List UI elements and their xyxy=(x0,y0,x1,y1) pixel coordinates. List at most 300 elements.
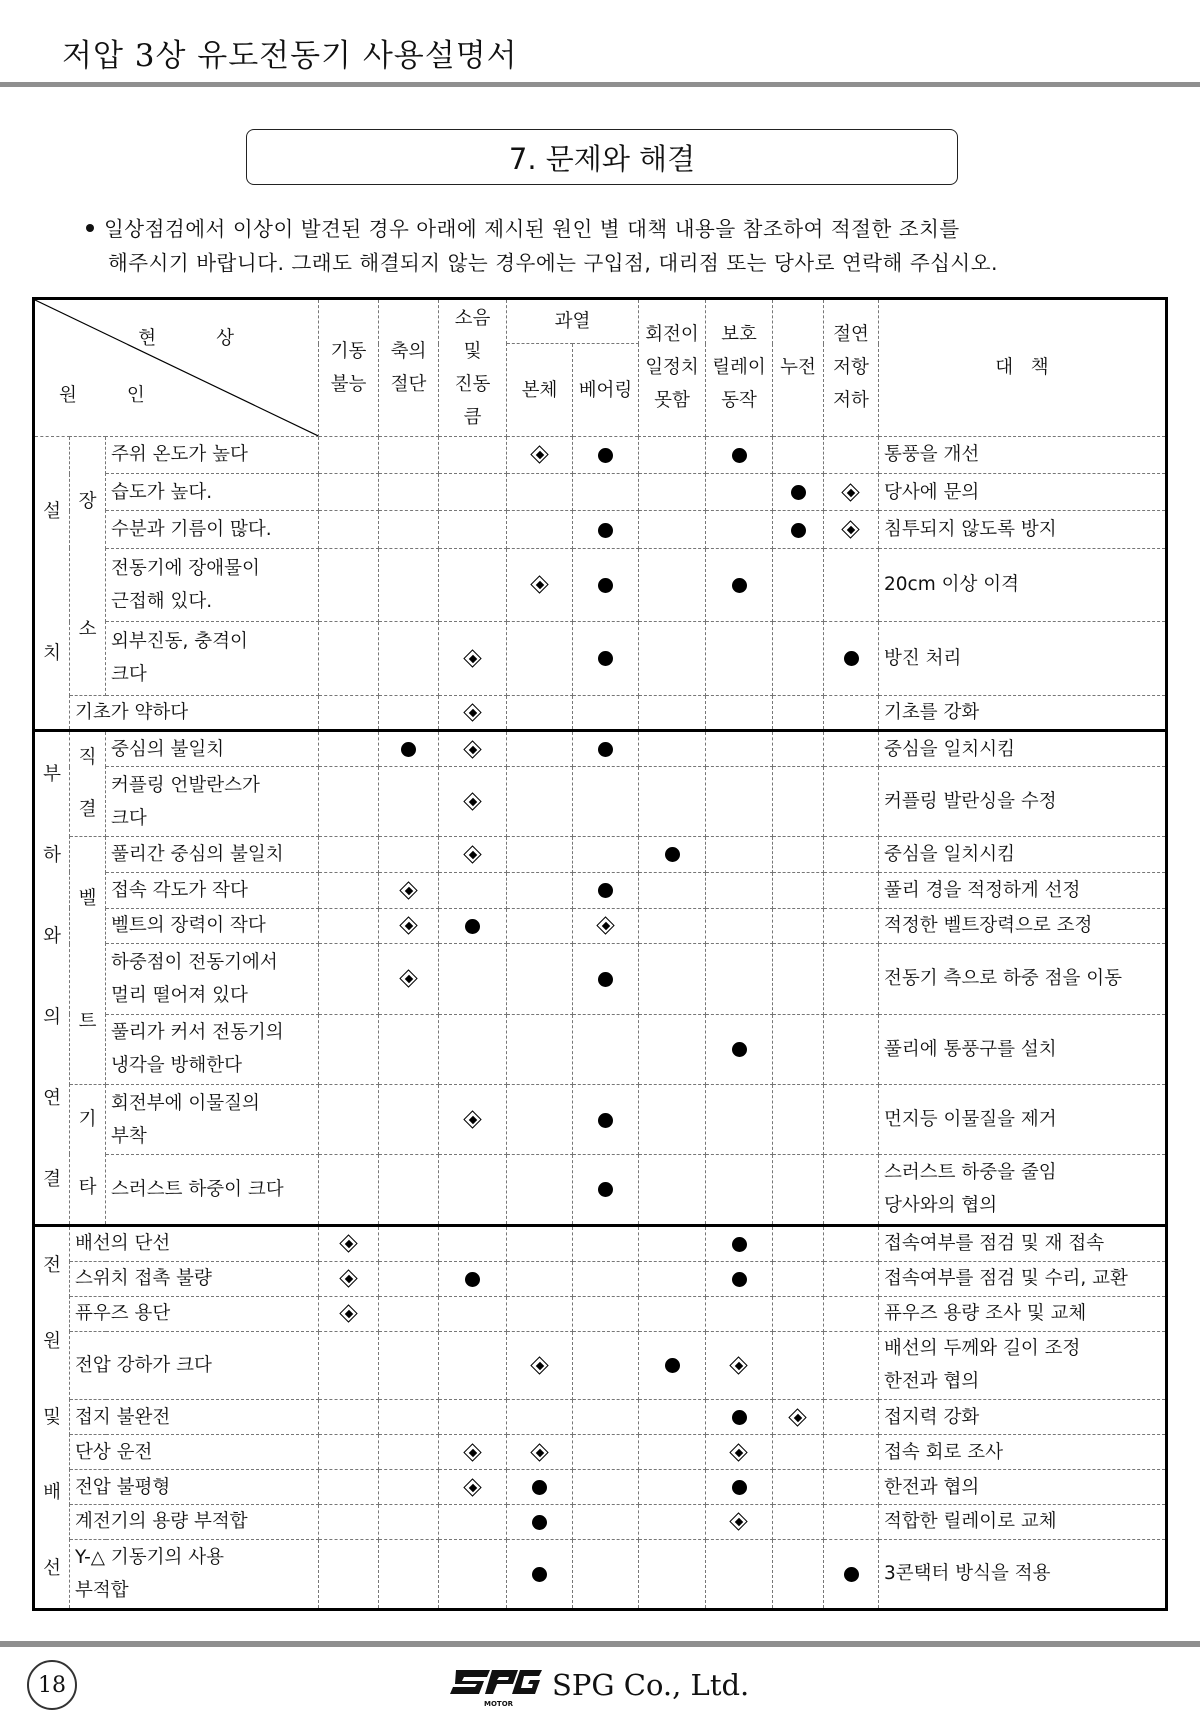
mark-cell xyxy=(507,1225,573,1261)
corner-phenomenon: 현상 xyxy=(138,328,294,349)
mark-cell xyxy=(439,1085,507,1155)
mark-cell xyxy=(773,1331,824,1400)
mark-cell xyxy=(379,511,439,548)
table-row xyxy=(34,1470,1167,1505)
mark-cell xyxy=(319,1539,379,1609)
cause-cell: 수분과 기름이 많다. xyxy=(106,511,319,548)
circle-mark-icon xyxy=(844,651,859,666)
mark-cell xyxy=(507,908,573,944)
circle-mark-icon xyxy=(732,1237,747,1252)
mark-cell xyxy=(439,767,507,837)
table-row xyxy=(34,695,1167,730)
group-power: 전 원 및 배 선 xyxy=(34,1225,70,1609)
measure-cell: 방진 처리 xyxy=(879,622,1167,696)
measure-cell: 침투되지 않도록 방지 xyxy=(879,511,1167,548)
circle-mark-icon xyxy=(598,972,613,987)
mark-cell xyxy=(639,1504,706,1539)
mark-cell xyxy=(639,474,706,511)
mark-cell xyxy=(379,872,439,908)
intro-text xyxy=(86,212,1116,280)
diamond-mark-icon xyxy=(341,1236,357,1252)
mark-cell xyxy=(573,1154,639,1225)
mark-cell xyxy=(439,548,507,622)
troubleshooting-table xyxy=(32,297,1168,1611)
mark-cell xyxy=(439,1154,507,1225)
mark-cell xyxy=(824,837,879,873)
mark-cell xyxy=(824,436,879,473)
group-etc: 기 타 xyxy=(70,1085,106,1226)
mark-cell xyxy=(706,730,773,766)
mark-cell xyxy=(706,1539,773,1609)
measure-cell: 기초를 강화 xyxy=(879,695,1167,730)
header-rule xyxy=(0,82,1200,87)
mark-cell xyxy=(824,730,879,766)
mark-cell xyxy=(573,1400,639,1435)
mark-cell xyxy=(319,1261,379,1296)
cause-cell: 전압 강하가 크다 xyxy=(70,1331,319,1400)
page-number: 18 xyxy=(27,1660,77,1710)
mark-cell xyxy=(379,1435,439,1470)
measure-cell: 중심을 일치시킴 xyxy=(879,837,1167,873)
col-header-noise: 소음 및 진동 큼 xyxy=(439,299,507,437)
company-name: SPG Co., Ltd. xyxy=(552,1668,750,1702)
col-header-rotation: 회전이 일정치 못함 xyxy=(639,299,706,437)
table-row xyxy=(34,1225,1167,1261)
mark-cell xyxy=(573,1504,639,1539)
mark-cell xyxy=(439,944,507,1014)
mark-cell xyxy=(573,767,639,837)
cause-cell: 외부진동, 충격이 크다 xyxy=(106,622,319,696)
measure-cell: 스러스트 하중을 줄임 당사와의 협의 xyxy=(879,1154,1167,1225)
mark-cell xyxy=(639,1331,706,1400)
mark-cell xyxy=(573,1296,639,1331)
mark-cell xyxy=(824,511,879,548)
circle-mark-icon xyxy=(732,1410,747,1425)
cause-cell: 단상 운전 xyxy=(70,1435,319,1470)
circle-mark-icon xyxy=(844,1567,859,1582)
mark-cell xyxy=(824,1470,879,1505)
mark-cell xyxy=(319,1154,379,1225)
mark-cell xyxy=(824,1225,879,1261)
table-row xyxy=(34,474,1167,511)
mark-cell xyxy=(439,1331,507,1400)
mark-cell xyxy=(706,1400,773,1435)
mark-cell xyxy=(639,1296,706,1331)
diamond-mark-icon xyxy=(532,1358,548,1374)
mark-cell xyxy=(507,511,573,548)
mark-cell xyxy=(639,1435,706,1470)
circle-mark-icon xyxy=(732,448,747,463)
mark-cell xyxy=(773,730,824,766)
mark-cell xyxy=(706,1154,773,1225)
mark-cell xyxy=(573,1435,639,1470)
mark-cell xyxy=(507,1539,573,1609)
mark-cell xyxy=(507,1470,573,1505)
cause-cell: 중심의 불일치 xyxy=(106,730,319,766)
mark-cell xyxy=(379,1539,439,1609)
mark-cell xyxy=(319,1014,379,1084)
measure-cell: 배선의 두께와 길이 조정 한전과 협의 xyxy=(879,1331,1167,1400)
diamond-mark-icon xyxy=(465,1445,481,1461)
mark-cell xyxy=(639,1154,706,1225)
diamond-mark-icon xyxy=(731,1358,747,1374)
circle-mark-icon xyxy=(732,1480,747,1495)
mark-cell xyxy=(507,474,573,511)
mark-cell xyxy=(507,548,573,622)
cause-cell: 접속 각도가 작다 xyxy=(106,872,319,908)
table-row xyxy=(34,1539,1167,1609)
diamond-mark-icon xyxy=(465,742,481,758)
mark-cell xyxy=(824,1400,879,1435)
mark-cell xyxy=(773,695,824,730)
circle-mark-icon xyxy=(465,1272,480,1287)
cause-cell: 배선의 단선 xyxy=(70,1225,319,1261)
mark-cell xyxy=(507,695,573,730)
mark-cell xyxy=(706,622,773,696)
circle-mark-icon xyxy=(465,919,480,934)
cause-cell: 스위치 접촉 불량 xyxy=(70,1261,319,1296)
cause-cell: 퓨우즈 용단 xyxy=(70,1296,319,1331)
mark-cell xyxy=(824,474,879,511)
corner-cause: 원인 xyxy=(59,384,195,406)
diamond-mark-icon xyxy=(341,1306,357,1322)
cause-cell: 회전부에 이물질의 부착 xyxy=(106,1085,319,1155)
mark-cell xyxy=(573,1331,639,1400)
mark-cell xyxy=(439,622,507,696)
circle-mark-icon xyxy=(732,1042,747,1057)
mark-cell xyxy=(379,1154,439,1225)
mark-cell xyxy=(439,1539,507,1609)
mark-cell xyxy=(439,872,507,908)
measure-cell: 당사에 문의 xyxy=(879,474,1167,511)
measure-cell: 한전과 협의 xyxy=(879,1470,1167,1505)
mark-cell xyxy=(379,767,439,837)
cause-cell: 벨트의 장력이 작다 xyxy=(106,908,319,944)
mark-cell xyxy=(773,1504,824,1539)
mark-cell xyxy=(379,1504,439,1539)
mark-cell xyxy=(319,1400,379,1435)
table-row xyxy=(34,1154,1167,1225)
col-header-leakage: 누전 xyxy=(773,299,824,437)
measure-cell: 퓨우즈 용량 조사 및 교체 xyxy=(879,1296,1167,1331)
table-row xyxy=(34,908,1167,944)
mark-cell xyxy=(379,1085,439,1155)
mark-cell xyxy=(824,1504,879,1539)
cause-cell: 하중점이 전동기에서 멀리 떨어져 있다 xyxy=(106,944,319,1014)
mark-cell xyxy=(773,767,824,837)
measure-cell: 풀리에 통풍구를 설치 xyxy=(879,1014,1167,1084)
table-row xyxy=(34,1014,1167,1084)
mark-cell xyxy=(706,1331,773,1400)
mark-cell xyxy=(439,730,507,766)
table-row xyxy=(34,1261,1167,1296)
mark-cell xyxy=(319,548,379,622)
mark-cell xyxy=(773,548,824,622)
circle-mark-icon xyxy=(532,1515,547,1530)
mark-cell xyxy=(639,548,706,622)
circle-mark-icon xyxy=(532,1567,547,1582)
cause-cell: 접지 불완전 xyxy=(70,1400,319,1435)
mark-cell xyxy=(507,1331,573,1400)
diamond-mark-icon xyxy=(731,1445,747,1461)
mark-cell xyxy=(706,837,773,873)
mark-cell xyxy=(773,908,824,944)
mark-cell xyxy=(507,622,573,696)
diamond-mark-icon xyxy=(532,447,548,463)
circle-mark-icon xyxy=(732,1272,747,1287)
mark-cell xyxy=(639,872,706,908)
mark-cell xyxy=(507,1014,573,1084)
mark-cell xyxy=(379,1014,439,1084)
circle-mark-icon xyxy=(401,742,416,757)
mark-cell xyxy=(573,474,639,511)
cause-cell: 전압 불평형 xyxy=(70,1470,319,1505)
mark-cell xyxy=(439,1504,507,1539)
mark-cell xyxy=(507,1400,573,1435)
col-header-body: 본체 xyxy=(507,344,573,437)
mark-cell xyxy=(824,872,879,908)
circle-mark-icon xyxy=(598,448,613,463)
mark-cell xyxy=(379,944,439,1014)
col-header-bearing: 베어링 xyxy=(573,344,639,437)
measure-cell: 접속여부를 점검 및 수리, 교환 xyxy=(879,1261,1167,1296)
mark-cell xyxy=(507,1085,573,1155)
diamond-mark-icon xyxy=(401,971,417,987)
table-row xyxy=(34,1331,1167,1400)
mark-cell xyxy=(639,436,706,473)
mark-cell xyxy=(573,548,639,622)
mark-cell xyxy=(319,622,379,696)
diamond-mark-icon xyxy=(731,1514,747,1530)
mark-cell xyxy=(639,837,706,873)
mark-cell xyxy=(706,548,773,622)
measure-cell: 먼지등 이물질을 제거 xyxy=(879,1085,1167,1155)
mark-cell xyxy=(773,511,824,548)
diamond-mark-icon xyxy=(465,1112,481,1128)
mark-cell xyxy=(773,944,824,1014)
mark-cell xyxy=(379,730,439,766)
diamond-mark-icon xyxy=(401,918,417,934)
mark-cell xyxy=(507,436,573,473)
mark-cell xyxy=(824,1014,879,1084)
circle-mark-icon xyxy=(732,578,747,593)
mark-cell xyxy=(379,436,439,473)
mark-cell xyxy=(773,1400,824,1435)
mark-cell xyxy=(507,1435,573,1470)
mark-cell xyxy=(706,908,773,944)
mark-cell xyxy=(319,1470,379,1505)
mark-cell xyxy=(824,1296,879,1331)
mark-cell xyxy=(773,1261,824,1296)
svg-text:MOTOR: MOTOR xyxy=(484,1700,514,1708)
mark-cell xyxy=(379,837,439,873)
mark-cell xyxy=(319,1225,379,1261)
mark-cell xyxy=(773,1435,824,1470)
intro-line-1: 일상점검에서 이상이 발견된 경우 아래에 제시된 원인 별 대책 내용을 참조하여 적절한 조치를 xyxy=(104,217,960,241)
mark-cell xyxy=(379,1331,439,1400)
cause-cell: 커플링 언발란스가 크다 xyxy=(106,767,319,837)
mark-cell xyxy=(824,1331,879,1400)
cause-cell: 스러스트 하중이 크다 xyxy=(106,1154,319,1225)
diamond-mark-icon xyxy=(465,651,481,667)
mark-cell xyxy=(639,908,706,944)
table-row xyxy=(34,1085,1167,1155)
mark-cell xyxy=(319,1435,379,1470)
diamond-mark-icon xyxy=(843,485,859,501)
mark-cell xyxy=(379,1296,439,1331)
mark-cell xyxy=(439,436,507,473)
circle-mark-icon xyxy=(791,485,806,500)
measure-cell: 적정한 벨트장력으로 조정 xyxy=(879,908,1167,944)
group-place: 장 소 xyxy=(70,436,106,695)
section-title-box xyxy=(246,129,958,185)
table-row xyxy=(34,1504,1167,1539)
mark-cell xyxy=(824,908,879,944)
mark-cell xyxy=(824,1154,879,1225)
mark-cell xyxy=(379,1261,439,1296)
circle-mark-icon xyxy=(598,578,613,593)
mark-cell xyxy=(379,548,439,622)
mark-cell xyxy=(439,1014,507,1084)
mark-cell xyxy=(379,1470,439,1505)
mark-cell xyxy=(319,1504,379,1539)
diamond-mark-icon xyxy=(532,577,548,593)
mark-cell xyxy=(706,695,773,730)
circle-mark-icon xyxy=(598,1113,613,1128)
table-row xyxy=(34,872,1167,908)
cause-cell: Y-△ 기동기의 사용 부적합 xyxy=(70,1539,319,1609)
diamond-mark-icon xyxy=(465,794,481,810)
mark-cell xyxy=(773,436,824,473)
mark-cell xyxy=(824,767,879,837)
mark-cell xyxy=(319,730,379,766)
mark-cell xyxy=(706,1470,773,1505)
intro-line-2: 해주시기 바랍니다. 그래도 해결되지 않는 경우에는 구입점, 대리점 또는 당사로 연락해 주십시오. xyxy=(108,251,999,275)
cause-cell: 기초가 약하다 xyxy=(70,695,319,730)
mark-cell xyxy=(379,695,439,730)
mark-cell xyxy=(824,1261,879,1296)
col-header-insulation: 절연 저항 저하 xyxy=(824,299,879,437)
mark-cell xyxy=(573,511,639,548)
mark-cell xyxy=(439,474,507,511)
table-row xyxy=(34,548,1167,622)
mark-cell xyxy=(639,730,706,766)
mark-cell xyxy=(507,872,573,908)
mark-cell xyxy=(573,837,639,873)
measure-cell: 접속 회로 조사 xyxy=(879,1435,1167,1470)
table-row xyxy=(34,1296,1167,1331)
mark-cell xyxy=(507,837,573,873)
mark-cell xyxy=(439,1296,507,1331)
mark-cell xyxy=(319,1331,379,1400)
measure-cell: 풀리 경을 적정하게 선정 xyxy=(879,872,1167,908)
section-title: 7. 문제와 해결 xyxy=(508,141,696,176)
mark-cell xyxy=(706,872,773,908)
circle-mark-icon xyxy=(791,523,806,538)
circle-mark-icon xyxy=(598,523,613,538)
mark-cell xyxy=(319,767,379,837)
cause-cell: 전동기에 장애물이 근접해 있다. xyxy=(106,548,319,622)
mark-cell xyxy=(379,622,439,696)
mark-cell xyxy=(507,1296,573,1331)
table-row xyxy=(34,837,1167,873)
circle-mark-icon xyxy=(665,847,680,862)
mark-cell xyxy=(773,1085,824,1155)
circle-mark-icon xyxy=(598,651,613,666)
group-direct: 직 결 xyxy=(70,730,106,836)
mark-cell xyxy=(824,548,879,622)
cause-cell: 주위 온도가 높다 xyxy=(106,436,319,473)
circle-mark-icon xyxy=(598,742,613,757)
mark-cell xyxy=(706,944,773,1014)
group-belt: 벨 트 xyxy=(70,837,106,1085)
diamond-mark-icon xyxy=(843,522,859,538)
mark-cell xyxy=(639,1539,706,1609)
mark-cell xyxy=(706,1296,773,1331)
mark-cell xyxy=(439,1261,507,1296)
mark-cell xyxy=(573,872,639,908)
mark-cell xyxy=(319,1085,379,1155)
mark-cell xyxy=(706,436,773,473)
mark-cell xyxy=(507,1261,573,1296)
mark-cell xyxy=(824,944,879,1014)
mark-cell xyxy=(379,1400,439,1435)
mark-cell xyxy=(773,622,824,696)
table-row xyxy=(34,730,1167,766)
diamond-mark-icon xyxy=(465,705,481,721)
bullet-icon xyxy=(86,224,94,232)
diamond-mark-icon xyxy=(401,883,417,899)
table-row xyxy=(34,767,1167,837)
mark-cell xyxy=(507,944,573,1014)
mark-cell xyxy=(773,837,824,873)
measure-cell: 접지력 강화 xyxy=(879,1400,1167,1435)
mark-cell xyxy=(319,511,379,548)
mark-cell xyxy=(507,730,573,766)
mark-cell xyxy=(379,908,439,944)
mark-cell xyxy=(824,695,879,730)
mark-cell xyxy=(773,474,824,511)
mark-cell xyxy=(573,1014,639,1084)
cause-cell: 풀리간 중심의 불일치 xyxy=(106,837,319,873)
mark-cell xyxy=(319,872,379,908)
diamond-mark-icon xyxy=(598,918,614,934)
measure-cell: 접속여부를 점검 및 재 접속 xyxy=(879,1225,1167,1261)
mark-cell xyxy=(706,474,773,511)
spg-logo xyxy=(450,1664,542,1710)
mark-cell xyxy=(507,1504,573,1539)
mark-cell xyxy=(639,1014,706,1084)
circle-mark-icon xyxy=(598,883,613,898)
mark-cell xyxy=(639,1085,706,1155)
header-corner xyxy=(34,299,319,437)
mark-cell xyxy=(439,1225,507,1261)
mark-cell xyxy=(773,1296,824,1331)
mark-cell xyxy=(319,436,379,473)
mark-cell xyxy=(706,1504,773,1539)
measure-cell: 전동기 측으로 하중 점을 이동 xyxy=(879,944,1167,1014)
mark-cell xyxy=(507,1154,573,1225)
mark-cell xyxy=(573,944,639,1014)
measure-cell: 중심을 일치시킴 xyxy=(879,730,1167,766)
cause-cell: 습도가 높다. xyxy=(106,474,319,511)
mark-cell xyxy=(706,767,773,837)
mark-cell xyxy=(639,1470,706,1505)
diamond-mark-icon xyxy=(532,1445,548,1461)
table-row xyxy=(34,1435,1167,1470)
mark-cell xyxy=(439,1435,507,1470)
mark-cell xyxy=(573,1261,639,1296)
